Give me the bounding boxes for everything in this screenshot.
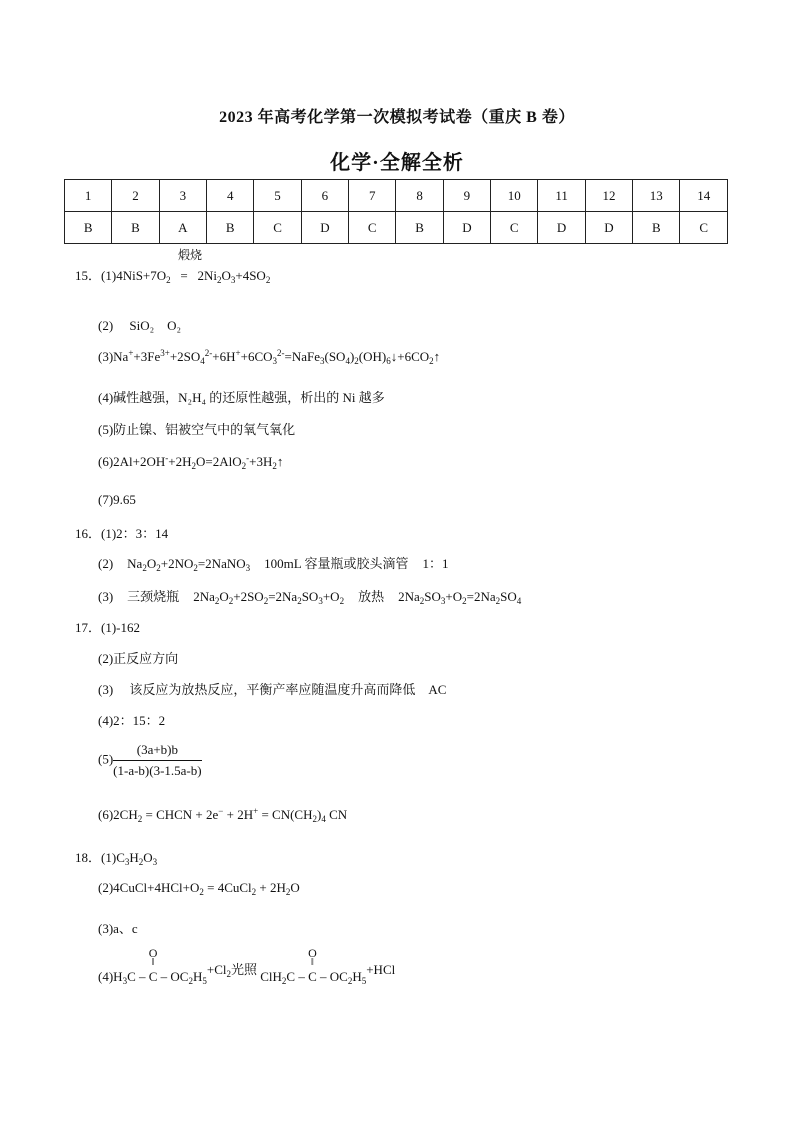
q17-part5: (5) $\frac{(3a+b)b}{(1-a-b)(3-1.5a-b)}$ (98, 742, 202, 778)
question-number: 14 (680, 180, 728, 212)
q18-number: 18． (75, 850, 102, 865)
q18-part2: $(2)4CuCl+4HCl+O_2$ = 4CuCl$_2$ + $2H_2O$ (98, 880, 300, 897)
q17-part1: 17．(1)-162 (75, 620, 141, 635)
q15-part6: $(6)2Al+2OH^-+2H_2O=2AlO_2^-+3H_2↑$ (98, 453, 284, 471)
answer-table (64, 179, 728, 244)
question-number: 8 (396, 180, 443, 212)
question-number: 11 (538, 180, 585, 212)
question-number: 6 (301, 180, 348, 212)
page-title: 2023 年高考化学第一次模拟考试卷（重庆 B 卷） (219, 109, 575, 126)
q15-number: 15． (75, 268, 102, 283)
question-number: 10 (491, 180, 538, 212)
q17-part6: $(6)2CH_2$ = CHCN + $2e^- + 2H^+ = CN(CH_2)_4$ CN (98, 806, 348, 824)
q16-number: 16． (75, 526, 102, 541)
q17-part2: (2)正反应方向 (98, 651, 179, 666)
answer-cell: C (254, 212, 301, 244)
answer-cell: B (207, 212, 254, 244)
q15-part4: (4)碱性越强，N₂H₄ 的还原性越强，析出的 Ni 越多 (98, 390, 385, 405)
question-number: 1 (65, 180, 112, 212)
answer-cell: C (349, 212, 396, 244)
question-number: 12 (585, 180, 632, 212)
answer-cell: C (491, 212, 538, 244)
answer-cell: B (65, 212, 112, 244)
answer-cell: D (538, 212, 585, 244)
q16-part1: 16．(1)2：3：14 (75, 526, 169, 541)
q18-reaction-condition: 光照 (230, 962, 257, 977)
carbonyl-group: O ‖ C (148, 946, 158, 984)
question-number: 2 (112, 180, 159, 212)
answer-table-answer-row (65, 212, 728, 244)
answer-cell: D (443, 212, 490, 244)
q17-fraction: $\frac{(3a+b)b}{(1-a-b)(3-1.5a-b)}$ (113, 742, 202, 778)
q17-part3: (3) 该反应为放热反应，平衡产率应随温度升高而降低 AC (98, 682, 447, 697)
question-number: 5 (254, 180, 301, 212)
q16-part2: (2) $Na_2O_2+2NO_2=2NaNO_3$ 100mL 容量瓶或胶头滴管 1：1 (98, 556, 449, 573)
answer-cell: B (633, 212, 680, 244)
q15-reaction-condition: 煅烧 (178, 248, 203, 262)
question-number: 7 (349, 180, 396, 212)
answer-table-number-row (65, 180, 728, 212)
question-number: 3 (159, 180, 206, 212)
question-number: 9 (443, 180, 490, 212)
q15-part5: (5)防止镍、铝被空气中的氧气氧化 (98, 422, 296, 437)
answer-cell: A (159, 212, 206, 244)
q17-number: 17． (75, 620, 102, 635)
answer-cell: C (680, 212, 728, 244)
q18-part1: 18．$(1)C_3H_2O_3$ (75, 850, 158, 867)
q15-part2: (2) SiO₂ O₂ (98, 318, 182, 333)
answer-cell: D (301, 212, 348, 244)
q18-part4: $(4)H_3C$ – O ‖ $C - OC_2H_5+Cl_2$光照 ClH$_2$C – O ‖ $C - OC_2H_5+HCl$ (98, 946, 396, 986)
page-subtitle: 化学·全解全析 (330, 152, 464, 174)
q15-part7: (7)9.65 (98, 492, 136, 507)
q17-part4: (4)2：15：2 (98, 713, 166, 728)
q15-part3: $(3)Na^++3Fe^{3+}+2SO_4^{2-}+6H^++6CO_3^{2-}=NaFe_3(SO_4)_2(OH)_6↓+6CO_2↑$ (98, 348, 441, 366)
q15-part1: 15．$(1)4NiS+7O_2 = 2Ni_2O_3+4SO_2$ (75, 268, 271, 285)
question-number: 4 (207, 180, 254, 212)
answer-cell: B (112, 212, 159, 244)
answer-cell: B (396, 212, 443, 244)
q16-part3: (3) 三颈烧瓶 $2Na_2O_2+2SO_2=2Na_2SO_3+O_2$ 放热 $2Na_2SO_3+O_2=2Na_2SO_4$ (98, 589, 522, 606)
question-number: 13 (633, 180, 680, 212)
answer-cell: D (585, 212, 632, 244)
carbonyl-group: O ‖ C (308, 946, 317, 984)
q18-part3: (3)a、c (98, 921, 138, 936)
